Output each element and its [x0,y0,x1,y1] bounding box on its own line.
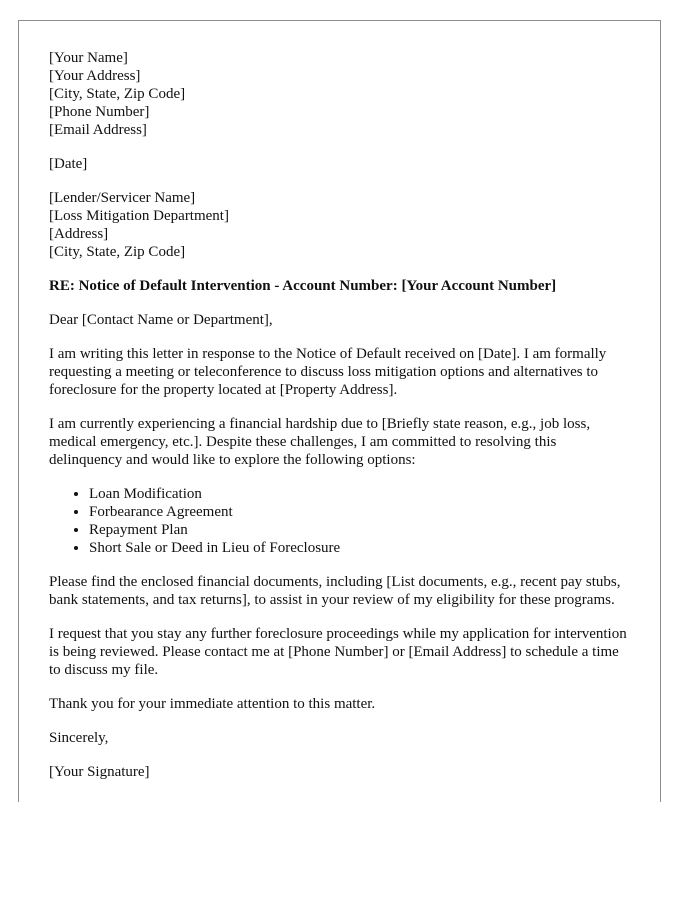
recipient-department: [Loss Mitigation Department] [49,208,229,224]
letter-date: [Date] [49,156,88,172]
recipient-name: [Lender/Servicer Name] [49,190,196,206]
recipient-address-block [49,189,630,261]
sender-phone: [Phone Number] [49,104,150,120]
sender-city-state-zip: [City, State, Zip Code] [49,86,186,102]
body-paragraph: I am writing this letter in response to the Notice of Default received on [Date]. I am formally requesting a meeting or teleconference to discuss loss mitigation options and alternatives to foreclosure for the property located at [Property Address]. [49,346,607,398]
body-paragraph: Thank you for your immediate attention to this matter. [49,696,376,712]
body-paragraph: Please find the enclosed financial documents, including [List documents, e.g., recent pay stubs, bank statements, and tax returns], to assist in your review of my eligibility for these programs. [49,574,621,608]
list-item: • Repayment Plan [89,521,630,539]
letter-page [18,20,661,802]
list-item: • Forbearance Agreement [89,503,630,521]
sender-address: [Your Address] [49,68,141,84]
recipient-address: [Address] [49,226,109,242]
list-item: • Loan Modification [89,485,630,503]
body-paragraph: I request that you stay any further foreclosure proceedings while my application for intervention is being reviewed. Please contact me at [Phone Number] or [Email Address] to schedule a time to discuss my file. [49,626,627,678]
list-item: • Short Sale or Deed in Lieu of Foreclosure [89,539,630,557]
body-paragraph: I am currently experiencing a financial hardship due to [Briefly state reason, e.g., job loss, medical emergency, etc.]. Despite these challenges, I am committed to resolving this delinquency and would like to explore the following options: [49,416,591,468]
options-list [49,485,630,557]
sender-name: [Your Name] [49,50,128,66]
signature: [Your Signature] [49,764,150,780]
sender-address-block [49,49,630,139]
recipient-city-state-zip: [City, State, Zip Code] [49,244,186,260]
salutation: Dear [Contact Name or Department], [49,312,273,328]
sender-email: [Email Address] [49,122,147,138]
subject-line: RE: Notice of Default Intervention - Account Number: [Your Account Number] [49,278,557,294]
closing: Sincerely, [49,730,109,746]
